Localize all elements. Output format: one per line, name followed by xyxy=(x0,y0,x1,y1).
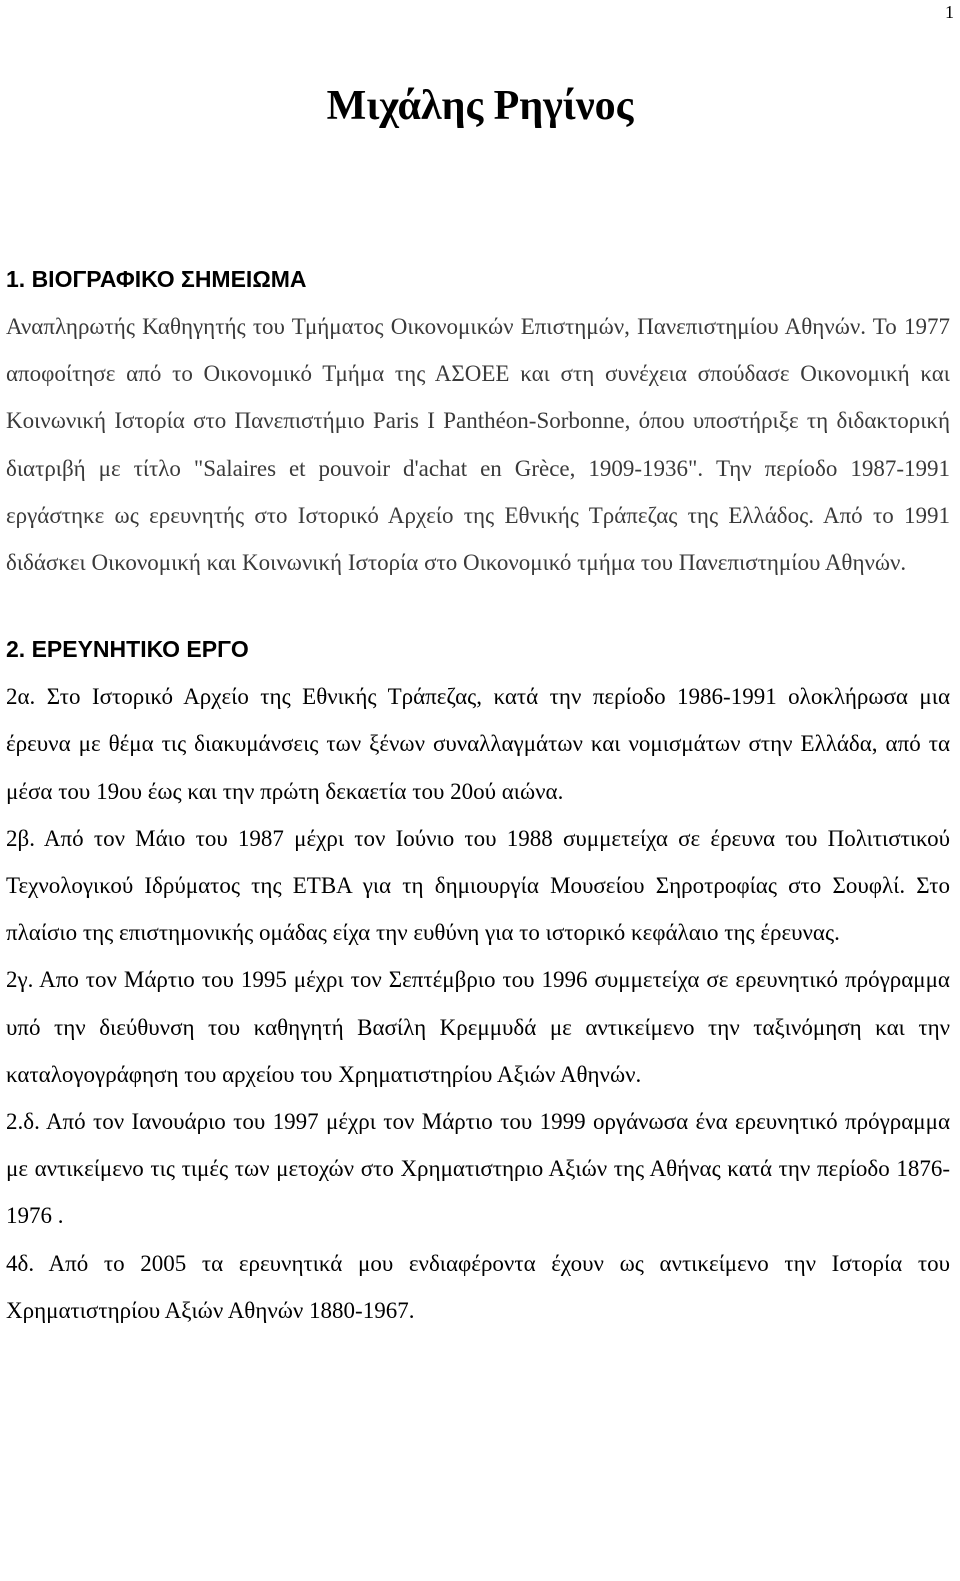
bio-paragraph: Αναπληρωτής Καθηγητής του Τμήματος Οικονομικών Επιστημών, Πανεπιστημίου Αθηνών. Το 1977 αποφοίτησε από το Οικονομικό Τμήμα της ΑΣΟΕΕ και στη συνέχεια σπούδασε Οικονομική και Κοινωνική Ιστορία στο Πανεπιστήμιο Paris I Panthéon-Sorbonne, όπου υποστήριξε τη διδακτορική διατριβή με τίτλο "Salaires et pouvoir d'achat en Grèce, 1909-1936". Την περίοδο 1987-1991 εργάστηκε ως ερευνητής στο Ιστορικό Αρχείο της Εθνικής Τράπεζας της Ελλάδος. Από το 1991 διδάσκει Οικονομική και Κοινωνική Ιστορία στο Οικονομικό τμήμα του Πανεπιστημίου Αθηνών. xyxy=(6,314,950,576)
bio-heading: 1. ΒΙΟΓΡΑΦΙΚΟ ΣΗΜΕΙΩΜΑ xyxy=(6,266,307,292)
research-item-2d: 2.δ. Από τον Ιανουάριο του 1997 μέχρι τον Μάρτιο του 1999 οργάνωσα ένα ερευνητικό πρόγραμμα με αντικείμενο τις τιμές των μετοχών στο Χρηματιστηριο Αξιών της Αθήνας κατά την περίοδο 1876-1976 . xyxy=(6,1109,950,1229)
page-title: Μιχάλης Ρηγίνος xyxy=(326,83,634,129)
research-heading: 2. ΕΡΕΥΝΗΤΙΚΟ ΕΡΓΟ xyxy=(6,636,249,663)
research-item-2b: 2β. Από τον Μάιο του 1987 μέχρι τον Ιούνιο του 1988 συμμετείχα σε έρευνα του Πολιτιστικού Τεχνολογικού Ιδρύματος της ΕΤΒΑ για τη δημιουργία Μουσείου Σηροτροφίας στο Σουφλί. Στο πλαίσιο της επιστημονικής ομάδας είχα την ευθύνη για το ιστορικό κεφάλαιο της έρευνας. xyxy=(6,825,950,946)
research-item-2c: 2γ. Απο τον Μάρτιο του 1995 μέχρι τον Σεπτέμβριο του 1996 συμμετείχα σε ερευνητικό πρόγραμμα υπό την διεύθυνση του καθηγητή Βασίλη Κρεμμυδά με αντικείμενο την ταξινόμηση και την καταλογογράφηση του αρχείου του Χρηματιστηρίου Αξιών Αθηνών. xyxy=(6,967,950,1087)
section-gap xyxy=(6,586,950,626)
research-item-4d: 4δ. Από το 2005 τα ερευνητικά μου ενδιαφέροντα έχουν ως αντικείμενο την Ιστορία του Χρηματιστηρίου Αξιών Αθηνών 1880-1967. xyxy=(6,1250,950,1323)
bio-section xyxy=(6,256,950,586)
page-number: 1 xyxy=(945,2,954,22)
research-item-2a: 2α. Στο Ιστορικό Αρχείο της Εθνικής Τράπεζας, κατά την περίοδο 1986-1991 ολοκλήρωσα μια έρευνα με θέμα τις διακυμάνσεις των ξένων συναλλαγμάτων και νομισμάτων στην Ελλάδα, από τα μέσα του 19ου έως και την πρώτη δεκαετία του 20ού αιώνα. xyxy=(6,684,950,804)
research-section xyxy=(6,626,950,1334)
document-body xyxy=(6,256,950,1334)
